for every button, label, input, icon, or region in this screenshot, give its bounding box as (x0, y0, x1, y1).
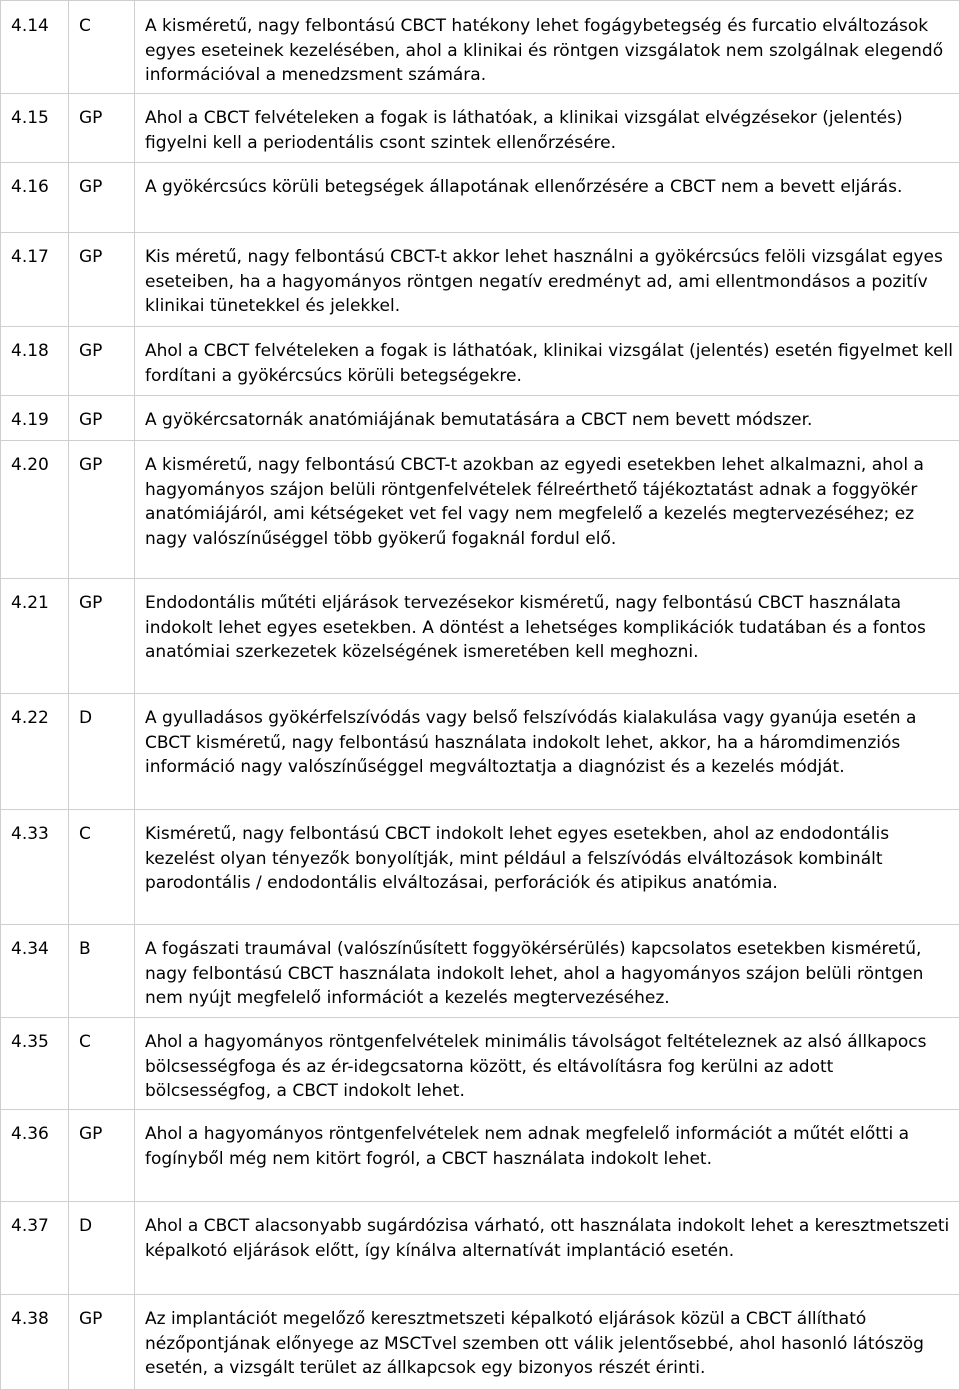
grade-cell (69, 810, 135, 925)
grade: GP (79, 455, 103, 475)
grade: C (79, 824, 91, 844)
statement-cell (135, 1110, 960, 1202)
row-number-cell (1, 810, 69, 925)
row-number-cell (1, 94, 69, 163)
row-number: 4.34 (11, 939, 49, 959)
grade: D (79, 708, 93, 728)
statement-cell (135, 694, 960, 810)
statement-text: A kisméretű, nagy felbontású CBCT-t azokban az egyedi esetekben lehet alkalmazni, ahol a hagyományos szájon belüli röntgenfelvételek félreérthető tájékoztatást adnak a foggyökér anatómiájáról, ami kétségeket vet fel vagy nem megfelelő a kezelés megtervezéséhez; ez nagy valószínűséggel több gyökerű fogaknál fordul elő. (145, 455, 924, 549)
table-row (1, 1, 960, 94)
grade-cell (69, 579, 135, 694)
table-row (1, 579, 960, 694)
row-number-cell (1, 1110, 69, 1202)
row-number: 4.20 (11, 455, 49, 475)
grade: GP (79, 108, 103, 128)
table-row (1, 694, 960, 810)
row-number: 4.14 (11, 16, 49, 36)
statement-text: A gyökércsatornák anatómiájának bemutatására a CBCT nem bevett módszer. (145, 410, 813, 430)
grade: C (79, 1032, 91, 1052)
grade: GP (79, 341, 103, 361)
statement-cell (135, 327, 960, 396)
grade-cell (69, 94, 135, 163)
statement-cell (135, 1, 960, 94)
table-row (1, 233, 960, 327)
row-number: 4.15 (11, 108, 49, 128)
table-row (1, 1110, 960, 1202)
statement-cell (135, 396, 960, 441)
grade-cell (69, 1018, 135, 1110)
row-number-cell (1, 233, 69, 327)
row-number-cell (1, 1, 69, 94)
table-row (1, 441, 960, 579)
grade-cell (69, 1295, 135, 1390)
statement-text: Ahol a CBCT felvételeken a fogak is láthatóak, a klinikai vizsgálat elvégzésekor (jelentés) figyelni kell a periodentális csont szintek ellenőrzésére. (145, 108, 903, 153)
row-number-cell (1, 327, 69, 396)
row-number-cell (1, 1202, 69, 1295)
statement-cell (135, 810, 960, 925)
grade: C (79, 16, 91, 36)
recommendations-body (1, 1, 960, 1390)
grade: D (79, 1216, 93, 1236)
row-number-cell (1, 1295, 69, 1390)
row-number-cell (1, 579, 69, 694)
row-number: 4.18 (11, 341, 49, 361)
grade: GP (79, 1124, 103, 1144)
row-number: 4.37 (11, 1216, 49, 1236)
statement-text: A kisméretű, nagy felbontású CBCT hatékony lehet fogágybetegség és furcatio elváltozások egyes eseteinek kezelésében, ahol a klinikai és röntgen vizsgálatok nem szolgálnak elegendő információval a menedzsment számára. (145, 16, 944, 85)
grade: B (79, 939, 91, 959)
statement-text: Endodontális műtéti eljárások tervezésekor kisméretű, nagy felbontású CBCT használata indokolt lehet egyes esetekben. A döntést a lehetséges komplikációk tudatában és a fontos anatómiai szerkezetek közelségének ismeretében kell meghozni. (145, 593, 926, 662)
row-number-cell (1, 441, 69, 579)
grade-cell (69, 1, 135, 94)
grade: GP (79, 593, 103, 613)
row-number: 4.22 (11, 708, 49, 728)
statement-text: Ahol a CBCT alacsonyabb sugárdózisa várható, ott használata indokolt lehet a keresztmetszeti képalkotó eljárások előtt, így kínálva alternatívát implantáció esetén. (145, 1216, 950, 1261)
row-number: 4.38 (11, 1309, 49, 1329)
table-row (1, 1295, 960, 1390)
statement-cell (135, 94, 960, 163)
statement-text: Ahol a hagyományos röntgenfelvételek nem adnak megfelelő információt a műtét előtti a fogínyből még nem kitört fogról, a CBCT használata indokolt lehet. (145, 1124, 910, 1169)
row-number: 4.17 (11, 247, 49, 267)
table-row (1, 94, 960, 163)
table-row (1, 396, 960, 441)
row-number-cell (1, 925, 69, 1018)
grade-cell (69, 233, 135, 327)
grade-cell (69, 441, 135, 579)
table-row (1, 1202, 960, 1295)
grade-cell (69, 1110, 135, 1202)
statement-text: Ahol a CBCT felvételeken a fogak is láthatóak, klinikai vizsgálat (jelentés) esetén figyelmet kell fordítani a gyökércsúcs körüli betegségekre. (145, 341, 953, 386)
statement-text: A gyökércsúcs körüli betegségek állapotának ellenőrzésére a CBCT nem a bevett eljárás. (145, 177, 903, 197)
row-number: 4.16 (11, 177, 49, 197)
grade-cell (69, 1202, 135, 1295)
row-number: 4.21 (11, 593, 49, 613)
table-row (1, 925, 960, 1018)
statement-cell (135, 233, 960, 327)
statement-text: Kisméretű, nagy felbontású CBCT indokolt lehet egyes esetekben, ahol az endodontális kezelést olyan tényezők bonyolítják, mint például a felszívódás elváltozások kombinált parodontális / endodontális elváltozásai, perforációk és atipikus anatómia. (145, 824, 890, 893)
grade-cell (69, 694, 135, 810)
grade-cell (69, 327, 135, 396)
table-row (1, 1018, 960, 1110)
statement-text: A gyulladásos gyökérfelszívódás vagy belső felszívódás kialakulása vagy gyanúja esetén a CBCT kisméretű, nagy felbontású használata indokolt lehet, akkor, ha a háromdimenziós információ nagy valószínűséggel megváltoztatja a diagnózist és a kezelés módját. (145, 708, 917, 777)
statement-cell (135, 441, 960, 579)
statement-text: Ahol a hagyományos röntgenfelvételek minimális távolságot feltételeznek az alsó állkapocs bölcsességfoga és az ér-idegcsatorna között, és eltávolításra fog kerülni az adott bölcsességfog, a CBCT indokolt lehet. (145, 1032, 927, 1101)
row-number: 4.36 (11, 1124, 49, 1144)
grade: GP (79, 177, 103, 197)
table-row (1, 327, 960, 396)
table-row (1, 810, 960, 925)
row-number-cell (1, 1018, 69, 1110)
statement-cell (135, 925, 960, 1018)
grade: GP (79, 247, 103, 267)
grade: GP (79, 410, 103, 430)
statement-cell (135, 1018, 960, 1110)
statement-cell (135, 1295, 960, 1390)
grade-cell (69, 925, 135, 1018)
row-number-cell (1, 163, 69, 233)
row-number: 4.35 (11, 1032, 49, 1052)
row-number: 4.33 (11, 824, 49, 844)
row-number: 4.19 (11, 410, 49, 430)
statement-text: Kis méretű, nagy felbontású CBCT-t akkor lehet használni a gyökércsúcs felöli vizsgálat egyes eseteiben, ha a hagyományos röntgen negatív eredményt ad, ami ellentmondásos a pozitív klinikai tünetekkel és jelekkel. (145, 247, 943, 316)
row-number-cell (1, 694, 69, 810)
row-number-cell (1, 396, 69, 441)
grade: GP (79, 1309, 103, 1329)
grade-cell (69, 396, 135, 441)
statement-cell (135, 579, 960, 694)
statement-cell (135, 1202, 960, 1295)
statement-cell (135, 163, 960, 233)
statement-text: A fogászati traumával (valószínűsített foggyökérsérülés) kapcsolatos esetekben kisméretű, nagy felbontású CBCT használata indokolt lehet, ahol a hagyományos szájon belüli röntgen nem nyújt megfelelő információt a kezelés megtervezéséhez. (145, 939, 924, 1008)
grade-cell (69, 163, 135, 233)
table-row (1, 163, 960, 233)
statement-text: Az implantációt megelőző keresztmetszeti képalkotó eljárások közül a CBCT állítható nézőpontjának előnyege az MSCTvel szemben ott válik jelentősebbé, ahol hasonló látószög esetén, a vizsgált terület az állkapcsok egy bizonyos részét érinti. (145, 1309, 924, 1378)
